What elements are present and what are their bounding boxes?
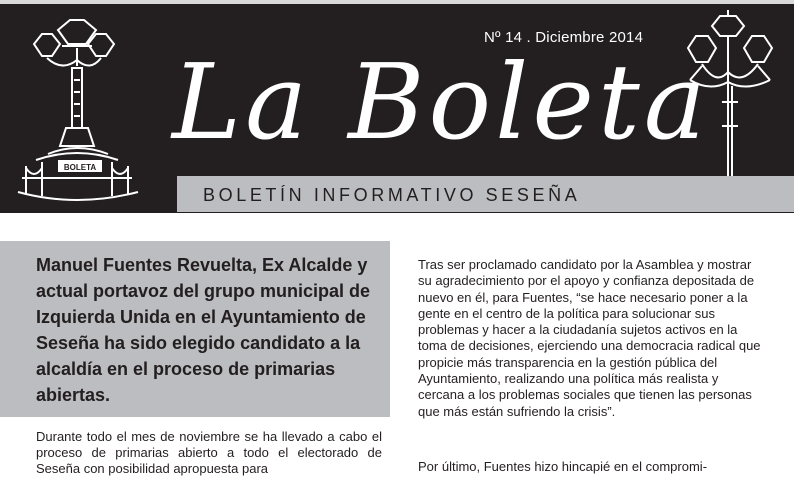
top-border [0,0,794,4]
street-lamp-illustration [676,6,786,176]
newsletter-title: La Boleta [172,41,710,163]
monument-inscription: BOLETA [63,163,97,172]
masthead [0,0,794,213]
article-lead-paragraph: Durante todo el mes de noviembre se ha llevado a cabo el proceso de primarias abierto a todo el electorado de Seseña con posibilidad apropuesta para [36,429,382,476]
article-column-2-continuation: Por último, Fuentes hizo hincapié en el compromi- [418,459,708,474]
monument-lamp-illustration [12,8,162,208]
newsletter-subtitle: BOLETÍN INFORMATIVO SESEÑA [203,185,581,205]
article-column-2: Tras ser proclamado candidato por la Asamblea y mostrar su agradecimiento por el apoyo y confianza depositada de nuevo en él, para Fuentes, “se hace necesario poner a la gente en el centro de la política para solucionar sus problemas y hacer a la ciudadanía sujetos activos en la toma de decisiones, ejerciendo una democracia radical que propicie más transparencia en la gestión pública del Ayuntamiento, realizando una política más realista y cercana a los problemas sociales que tienen las personas que más están sufriendo la crisis”. [418,257,761,419]
issue-number-date: Nº 14 . Diciembre 2014 [484,29,644,46]
article-deck: Manuel Fuentes Revuelta, Ex Alcalde y actual portavoz del grupo municipal de Izquierda Unida en el Ayuntamiento de Seseña ha sido elegido candidato a la alcaldía en el proceso de primarias abiertas. [36,255,371,405]
